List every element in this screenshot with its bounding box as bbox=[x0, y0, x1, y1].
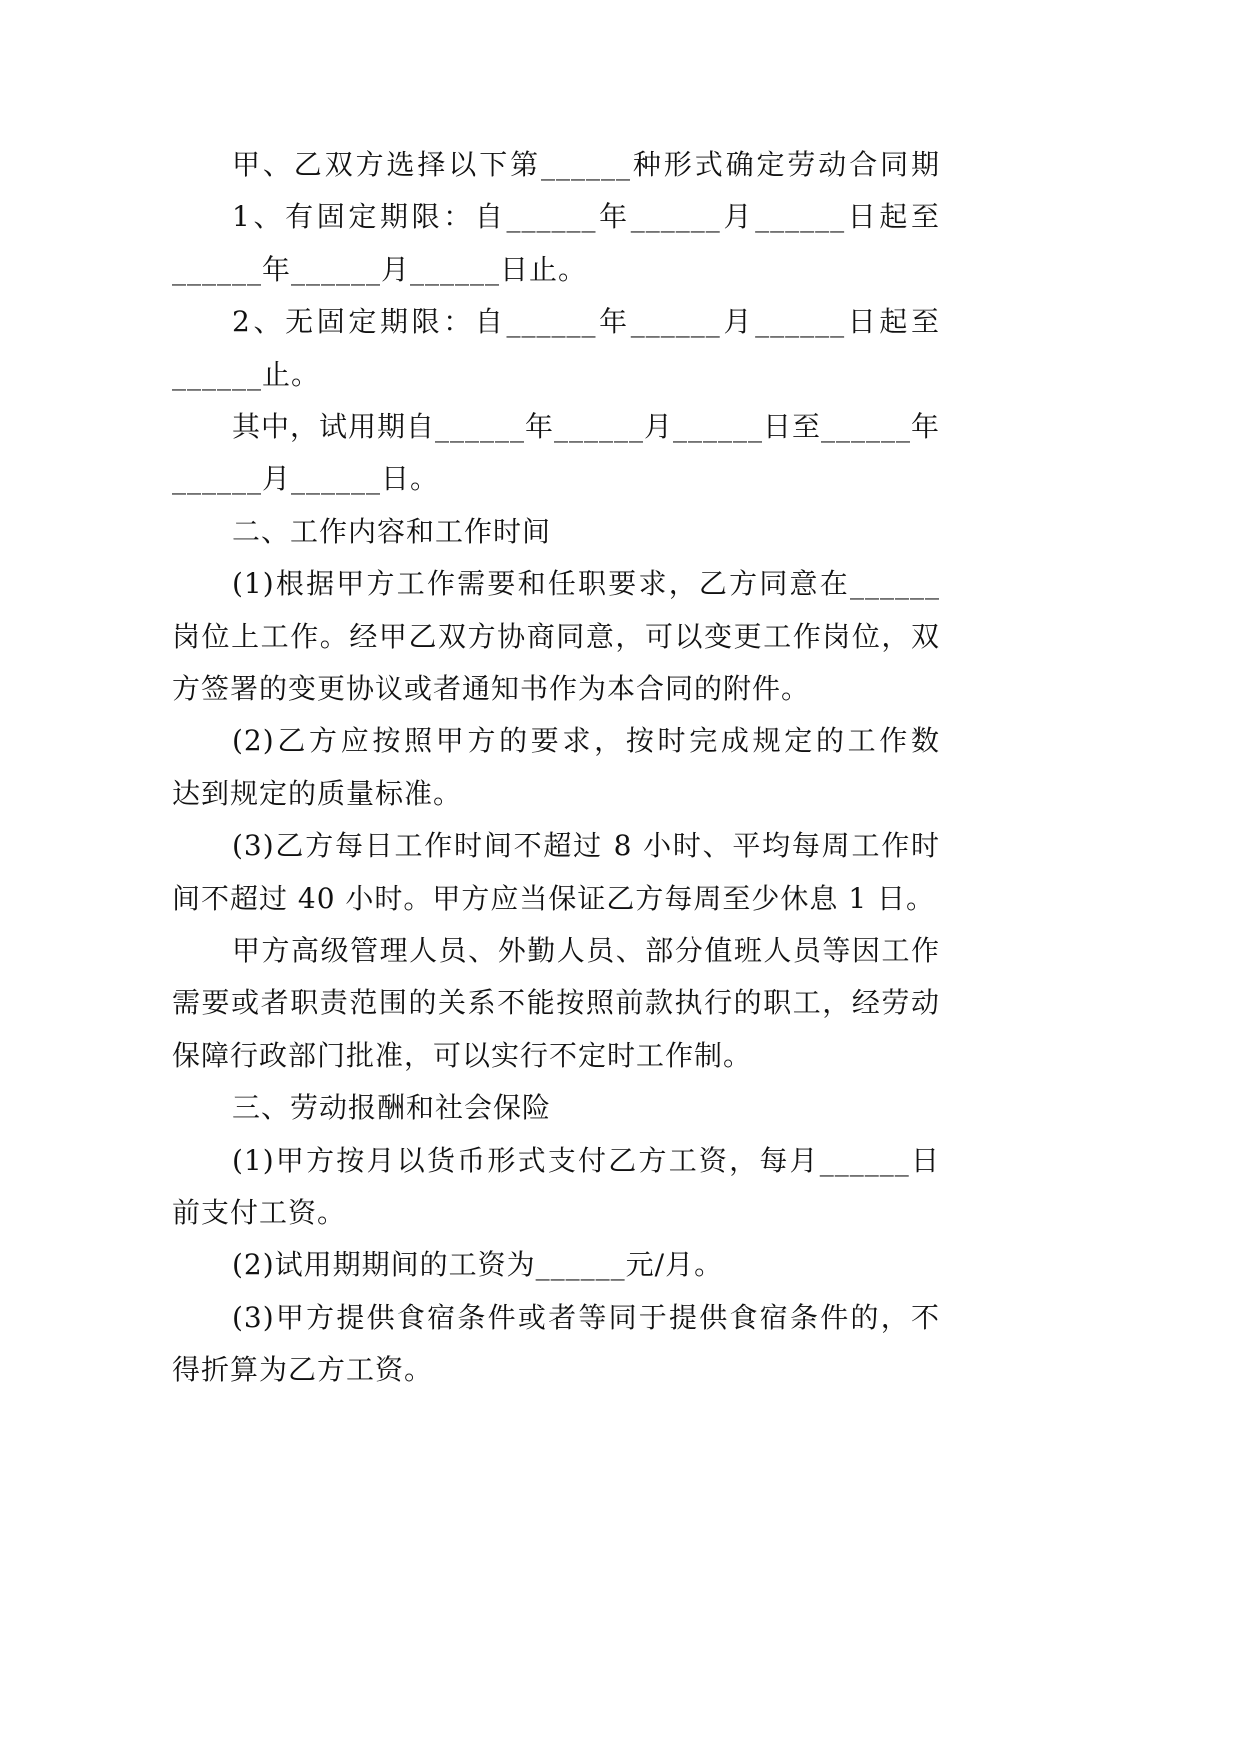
text-line: ______止。 bbox=[172, 357, 321, 391]
text-line: 得折算为乙方工资。 bbox=[172, 1353, 434, 1387]
text-line: ______年______月______日止。 bbox=[172, 252, 588, 286]
text-line: 甲方高级管理人员、外勤人员、部分值班人员等因工作 bbox=[232, 934, 940, 967]
text-line: 其中，试用期自______年______月______日至______年 bbox=[232, 410, 940, 443]
text-line: (2)试用期期间的工资为______元/月。 bbox=[232, 1248, 724, 1282]
text-line: 间不超过 40 小时。甲方应当保证乙方每周至少休息 1 日。 bbox=[172, 881, 936, 915]
text-line: (1)根据甲方工作需要和任职要求，乙方同意在______ bbox=[232, 567, 940, 601]
text-line: (2)乙方应按照甲方的要求，按时完成规定的工作数 bbox=[232, 724, 940, 758]
text-line: 岗位上工作。经甲乙双方协商同意，可以变更工作岗位，双 bbox=[172, 619, 940, 653]
text-line: 达到规定的质量标准。 bbox=[172, 776, 463, 810]
text-line: 二、工作内容和工作时间 bbox=[232, 514, 552, 548]
text-line: (3)乙方每日工作时间不超过 8 小时、平均每周工作时 bbox=[232, 829, 940, 863]
text-line: 需要或者职责范围的关系不能按照前款执行的职工，经劳动 bbox=[172, 986, 940, 1020]
text-line: (3)甲方提供食宿条件或者等同于提供食宿条件的，不 bbox=[232, 1300, 940, 1334]
text-line: 前支付工资。 bbox=[172, 1196, 347, 1229]
text-line: ______月______日。 bbox=[172, 462, 440, 496]
text-line: 三、劳动报酬和社会保险 bbox=[232, 1091, 552, 1125]
text-line: 方签署的变更协议或者通知书作为本合同的附件。 bbox=[172, 672, 811, 705]
text-line: 1、有固定期限：自______年______月______日起至 bbox=[232, 200, 940, 234]
text-line: 2、无固定期限：自______年______月______日起至 bbox=[232, 305, 940, 339]
text-line: 甲、乙双方选择以下第______种形式确定劳动合同期 bbox=[232, 148, 940, 181]
text-line: (1)甲方按月以货币形式支付乙方工资，每月______日 bbox=[232, 1143, 940, 1177]
text-line: 保障行政部门批准，可以实行不定时工作制。 bbox=[172, 1038, 753, 1072]
